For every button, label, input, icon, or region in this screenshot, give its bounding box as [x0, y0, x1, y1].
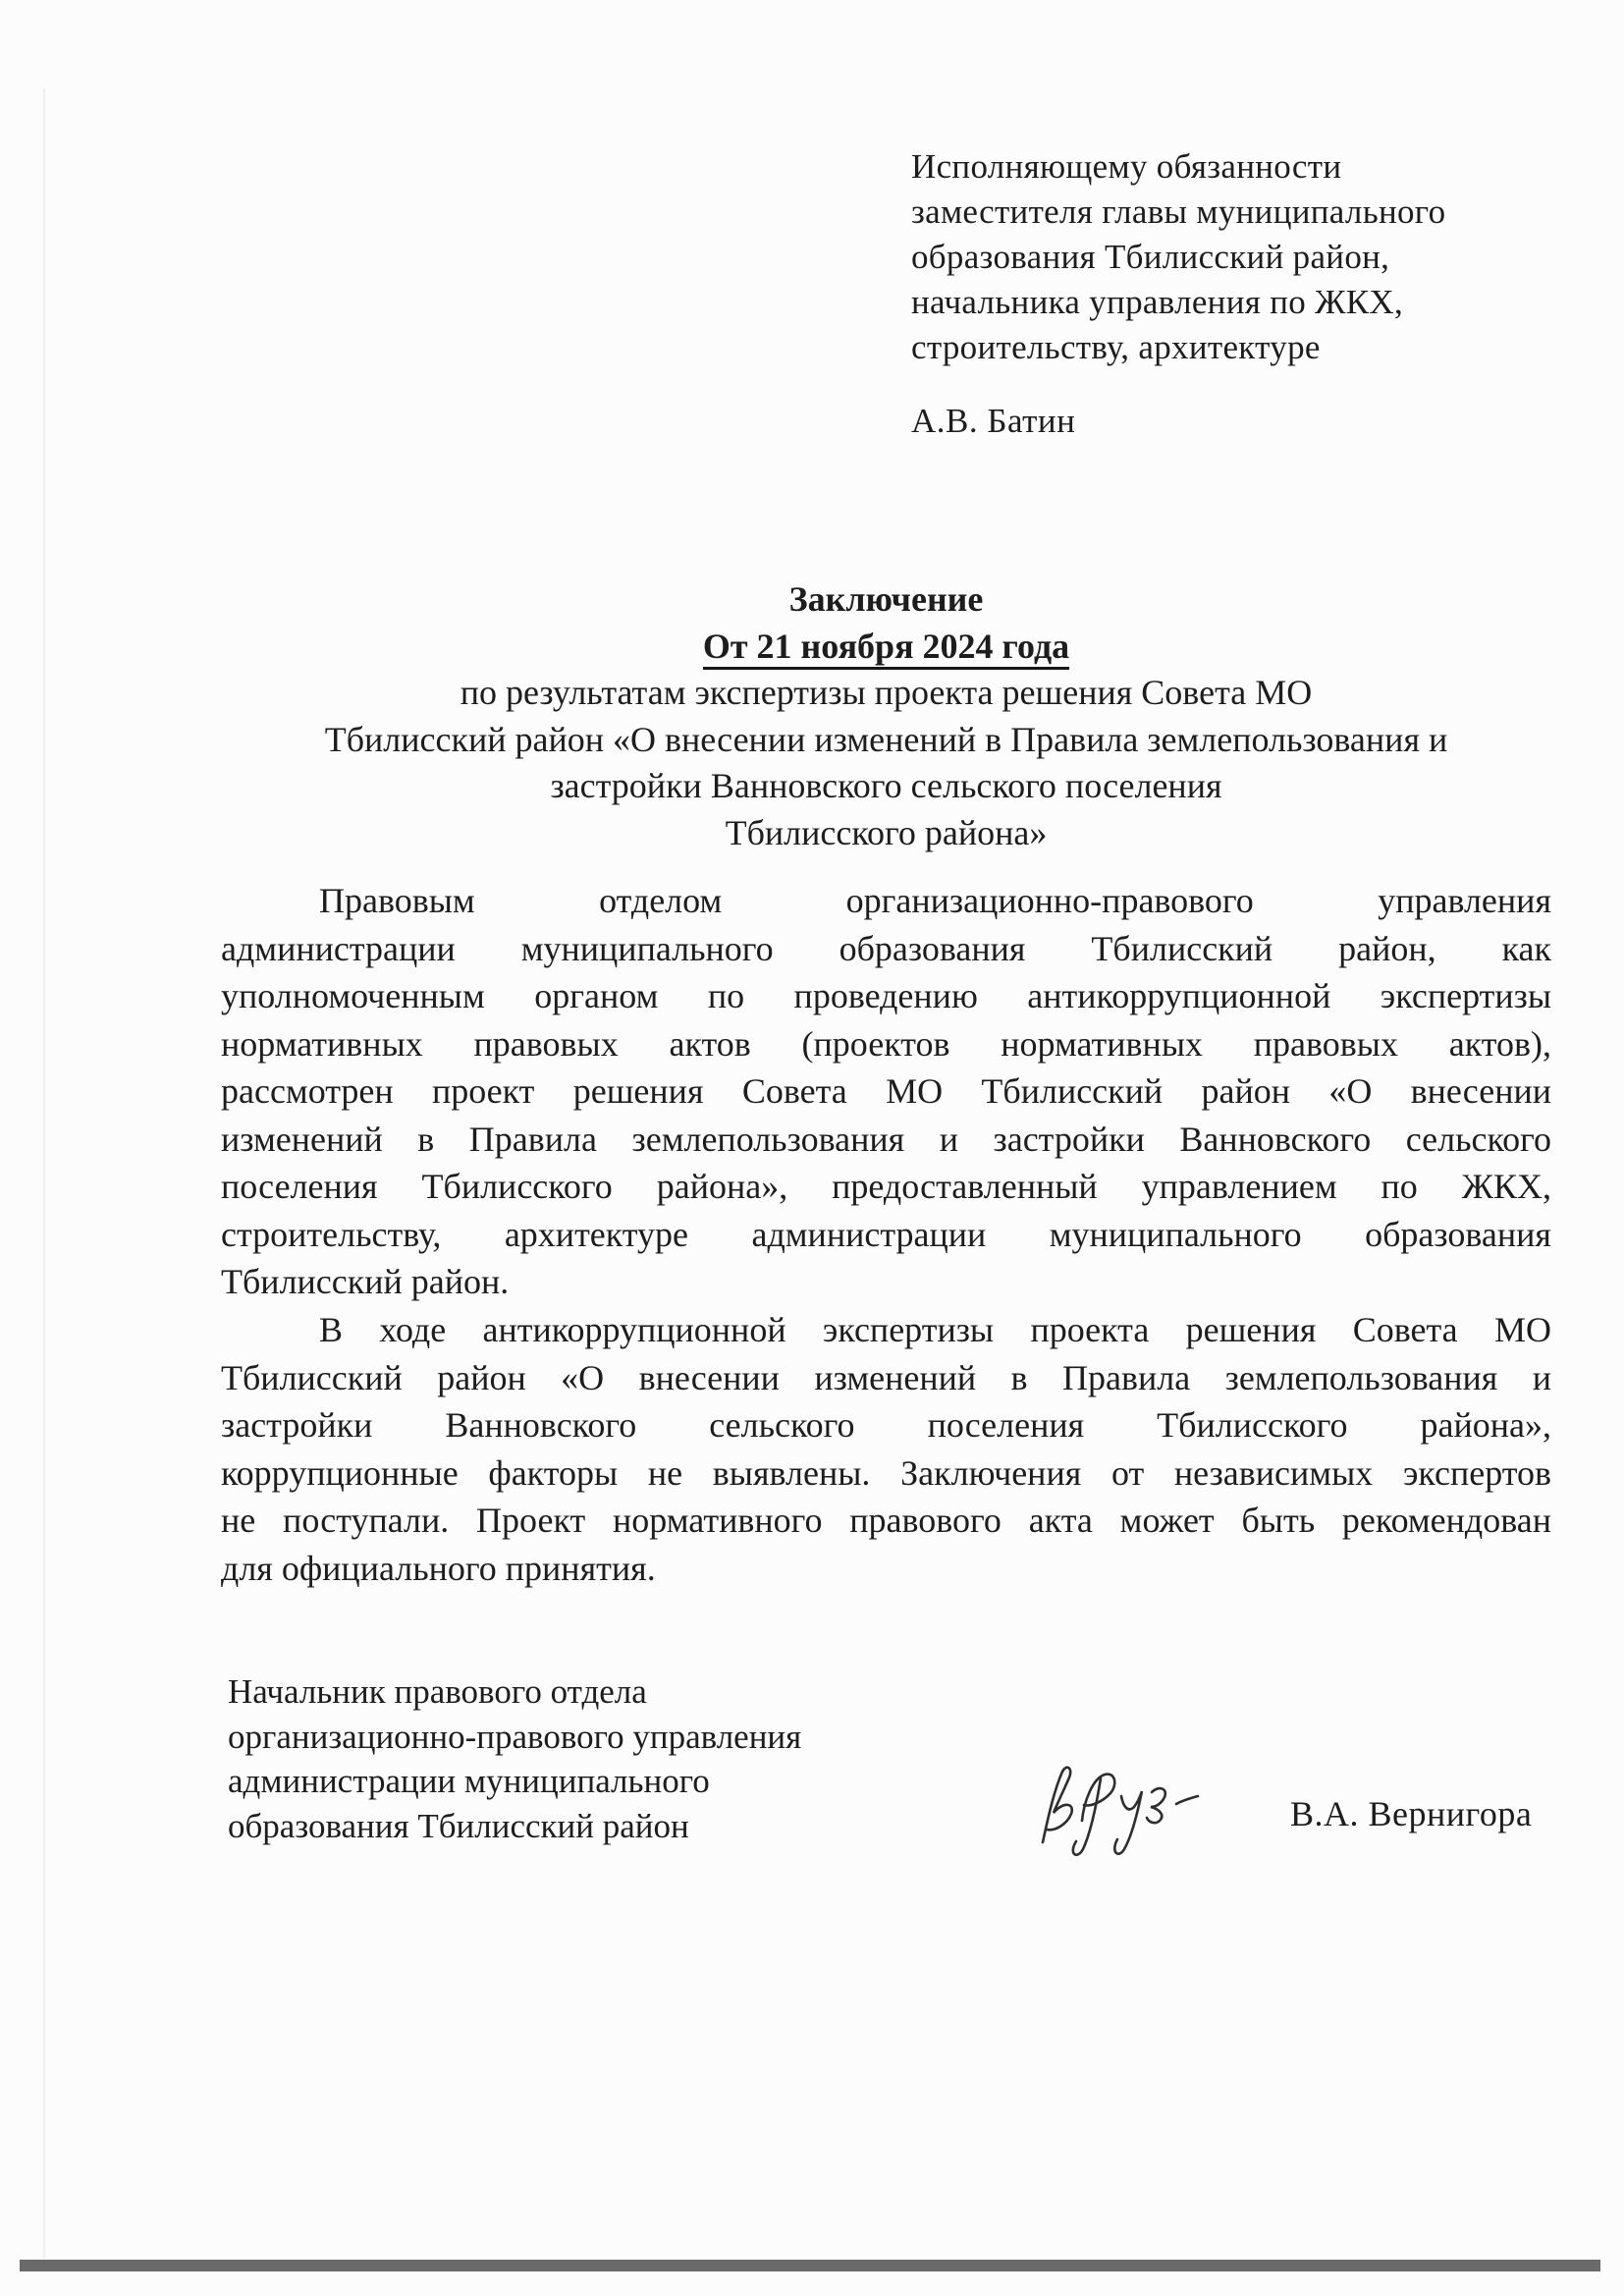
- document-date: От 21 ноября 2024 года: [703, 627, 1069, 670]
- body-line: уполномоченным органом по проведению антикоррупционной экспертизы: [221, 976, 1551, 1015]
- body-line: В ходе антикоррупционной экспертизы проекта решения Совета МО: [319, 1310, 1551, 1349]
- body-line: нормативных правовых актов (проектов нормативных правовых актов),: [221, 1023, 1551, 1064]
- signer-name: В.А. Вернигора: [1290, 1794, 1533, 1833]
- recipient-line: образования Тбилисский район,: [911, 238, 1390, 276]
- handwritten-signature-icon: [1031, 1764, 1203, 1862]
- body-line: поселения Тбилисского района», предоставленный управлением по ЖКХ,: [221, 1167, 1551, 1206]
- signature-position-line: администрации муниципального: [228, 1762, 710, 1800]
- body-paragraph-2: [221, 1306, 1551, 1592]
- title-subtitle-line: Тбилисский район «О внесении изменений в Правила землепользования и: [324, 719, 1448, 759]
- document-title: Заключение: [788, 579, 984, 619]
- recipient-line: заместителя главы муниципального: [911, 192, 1446, 231]
- document-date-line: [221, 624, 1551, 671]
- signature-position-line: образования Тбилисский район: [228, 1806, 689, 1845]
- signature-position-line: Начальник правового отдела: [228, 1672, 647, 1711]
- body-line: для официального принятия.: [221, 1548, 656, 1588]
- scan-artifact-line: [43, 88, 45, 2259]
- recipient-line: Исполняющему обязанности: [911, 147, 1342, 186]
- recipient-block: [911, 144, 1530, 370]
- body-line: Тбилисский район «О внесении изменений в Правила землепользования и: [221, 1357, 1551, 1397]
- recipient-name: А.В. Батин: [911, 402, 1076, 440]
- title-subtitle-line: Тбилисского района»: [725, 812, 1048, 852]
- body-line: строительству, архитектуре администрации муниципального образования: [221, 1214, 1551, 1254]
- recipient-line: начальника управления по ЖКХ,: [911, 283, 1404, 321]
- body-line: коррупционные факторы не выявлены. Заключения от независимых экспертов: [221, 1452, 1551, 1493]
- title-subtitle-line: по результатам экспертизы проекта решения Совета МО: [460, 673, 1313, 712]
- body-line: изменений в Правила землепользования и застройки Ванновского сельского: [221, 1119, 1551, 1159]
- body-line: застройки Ванновского сельского поселения Тбилисского района»,: [221, 1405, 1551, 1445]
- signature-position-block: [228, 1669, 915, 1848]
- body-line: не поступали. Проект нормативного правового акта может быть рекомендован: [221, 1501, 1551, 1540]
- document-title-block: [221, 576, 1551, 856]
- title-subtitle-line: застройки Ванновского сельского поселения: [550, 766, 1222, 805]
- body-paragraph-1: [221, 877, 1551, 1306]
- body-line: рассмотрен проект решения Совета МО Тбилисский район «О внесении: [221, 1071, 1551, 1111]
- body-line: Правовым отделом организационно-правового управления: [319, 881, 1551, 920]
- signature-position-line: организационно-правового управления: [228, 1717, 802, 1756]
- recipient-line: строительству, архитектуре: [911, 328, 1321, 366]
- body-line: Тбилисский район.: [221, 1262, 510, 1301]
- body-line: администрации муниципального образования Тбилисский район, как: [221, 928, 1551, 968]
- scan-edge-bar: [20, 2260, 1600, 2271]
